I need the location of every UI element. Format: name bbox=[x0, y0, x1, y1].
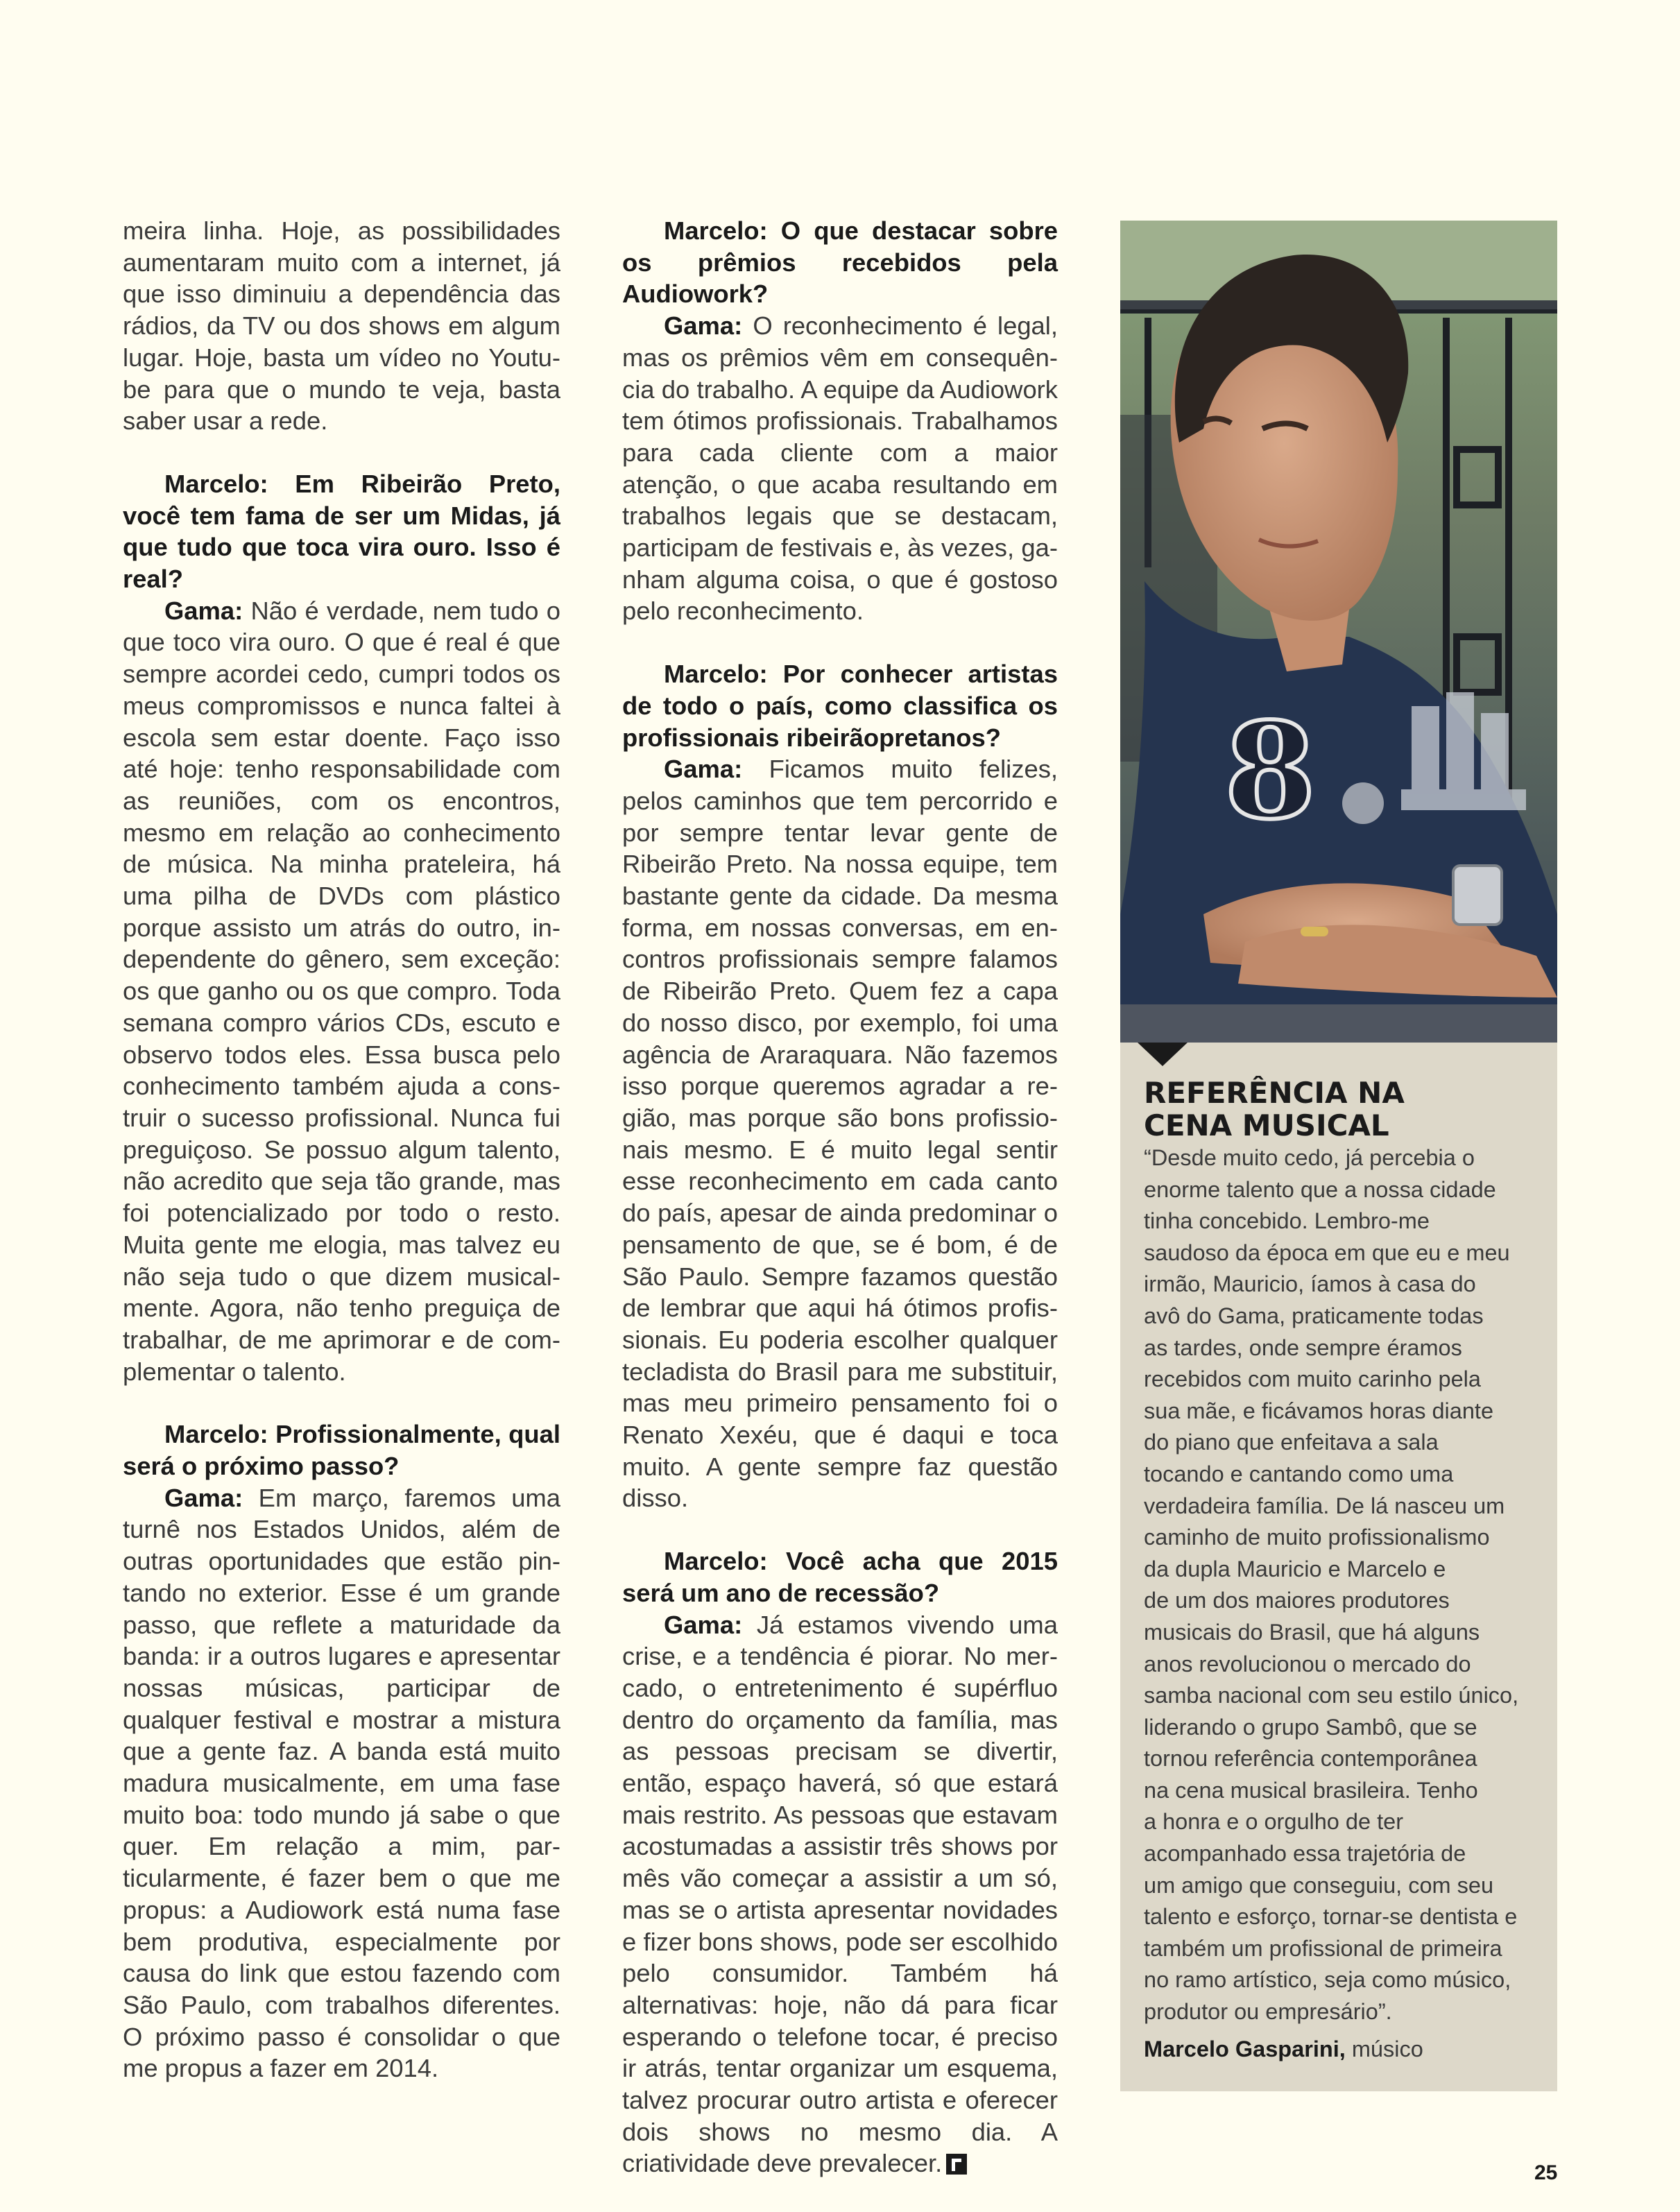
answer-text: Não é verdade, nem tudo o que toco vira ouro. O que é real é que sempre acordei cedo, cumpri todos os meus compromissos e nunca faltei à escola sem estar doente. Faço isso até hoje: tenho responsabilidade com as reuniões, com os encontros, mesmo em relação ao conhecimento de música. Na minha prateleira, há uma pilha de DVDs com plástico porque assisto um atrás do outro, independente do gênero, sem exceção: os que ganho ou os que compro. Toda semana compro vários CDs, escuto e observo todos eles. Essa busca pelo conhecimento também ajuda a construir o sucesso profissional. Nunca fui preguiçoso. Se possuo algum talento, não acredito que seja tão grande, mas foi potencializado por todo o resto. Muita gente me elogia, mas talvez eu não seja tudo o que dizem musicalmente. Agora, não tenho preguiça de trabalhar, de me aprimorar e de complementar o talento. bbox=[123, 596, 560, 1386]
speaker-label: Gama: bbox=[164, 596, 243, 625]
interview-answer bbox=[622, 310, 1058, 627]
signature-role: músico bbox=[1345, 2037, 1423, 2061]
speaker-label: Gama: bbox=[664, 755, 743, 784]
sidebar-arrow-icon bbox=[1138, 1043, 1188, 1066]
interview-answer bbox=[123, 1482, 560, 2084]
article-column-1 bbox=[123, 215, 560, 2116]
speaker-label: Gama: bbox=[664, 311, 743, 341]
interview-question: Marcelo: Em Ribeirão Preto, você tem fama de ser um Midas, já que tudo que toca vira ouro. Isso é real? bbox=[123, 469, 560, 594]
interview-question: Marcelo: Profissionalmente, qual será o próximo passo? bbox=[123, 1420, 560, 1481]
end-of-article-icon bbox=[946, 2154, 967, 2175]
shirt-number: 8 bbox=[1224, 694, 1317, 848]
sidebar-title-line-1: REFERÊNCIA NA bbox=[1144, 1076, 1405, 1110]
page-number: 25 bbox=[1534, 2161, 1558, 2184]
speaker-label: Gama: bbox=[164, 1483, 243, 1512]
interview-answer bbox=[622, 753, 1058, 1514]
paragraph: meira linha. Hoje, as possibilidades aumentaram muito com a internet, já que isso diminuiu a dependência das rádios, da TV ou dos shows em algum lugar. Hoje, basta um vídeo no Youtube para que o mundo te veja, basta saber usar a rede. bbox=[123, 216, 560, 436]
answer-text: Ficamos muito felizes, pelos caminhos que tem percorrido e por sempre tentar levar gente de Ribeirão Preto. Na nossa equipe, tem bastante gente da cidade. Da mesma forma, em nossas conversas, em encontros profissionais sempre falamos de Ribeirão Preto. Quem fez a capa do nosso disco, por exemplo, foi uma agência de Araraquara. Não fazemos isso porque queremos agradar a região, mas porque são bons profissionais mesmo. E é muito legal sentir esse reconhecimento em cada canto do país, apesar de ainda predominar o pensamento de que, se é bom, é de São Paulo. Sempre fazamos questão de lembrar que aqui há ótimos profissionais. Eu poderia escolher qualquer tecladista do Brasil para me substituir, mas meu primeiro pensamento foi o Renato Xexéu, que é daqui e toca muito. A gente sempre faz questão disso. bbox=[622, 755, 1058, 1513]
sidebar-title-line-2: CENA MUSICAL bbox=[1144, 1108, 1389, 1142]
interview-question: Marcelo: O que destacar sobre os prêmios recebidos pela Audiowork? bbox=[622, 216, 1058, 309]
article-column-2 bbox=[622, 215, 1058, 2211]
answer-text: O reconhecimento é legal, mas os prêmios vêm em consequência do trabalho. A equipe da Audiowork tem ótimos profissionais. Trabalhamos para cada cliente com a maior atenção, o que acaba resultando em trabalhos legais que se destacam, participam de festivais e, às vezes, ganham alguma coisa, o que é gostoso pelo reconhecimento. bbox=[622, 311, 1058, 626]
interview-question: Marcelo: Por conhecer artistas de todo o país, como classifica os profissionais ribeirãopretanos? bbox=[622, 660, 1058, 752]
portrait-illustration bbox=[1120, 221, 1557, 1043]
answer-text: Em março, faremos uma turnê nos Estados Unidos, além de outras oportunidades que estão pintando no exterior. Esse é um grande passo, que reflete a maturidade da banda: ir a outros lugares e apresentar nossas músicas, participar de qualquer festival e mostrar a mistura que a gente faz. A banda está muito madura musicalmente, em uma fase muito boa: todo mundo já sabe o que quer. Em relação a mim, particularmente, é fazer bem o que me propus: a Audiowork está numa fase bem produtiva, especialmente por causa do link que estou fazendo com São Paulo, com trabalhos diferentes. O próximo passo é consolidar o que me propus a fazer em 2014. bbox=[123, 1483, 560, 2083]
interview-answer bbox=[622, 1609, 1058, 2180]
portrait-photo bbox=[1120, 221, 1557, 1043]
speaker-label: Gama: bbox=[664, 1610, 743, 1639]
sidebar-title bbox=[1144, 1077, 1532, 1142]
sidebar-quote: “Desde muito cedo, já percebia o enorme talento que a nossa cidade tinha concebido. Lembro-me saudoso da época em que eu e meu irmão, Mauricio, íamos à casa do avô do Gama, praticamente todas as tardes, onde sempre éramos recebidos com muito carinho pela sua mãe, e ficávamos horas diante do piano que enfeitava a sala tocando e cantando como uma verdadeira família. De lá nasceu um caminho de muito profissionalismo da dupla Mauricio e Marcelo e de um dos maiores produtores musicais do Brasil, que há alguns anos revolucionou o mercado do samba nacional com seu estilo único, liderando o grupo Sambô, que se tornou referência contemporânea na cena musical brasileira. Tenho a honra e o orgulho de ter acompanhado essa trajetória de um amigo que conseguiu, com seu talento e esforço, tornar-se dentista e também um profissional de primeira no ramo artístico, seja como músico, produtor ou empresário”. bbox=[1144, 1145, 1519, 2025]
interview-question: Marcelo: Você acha que 2015 será um ano de recessão? bbox=[622, 1547, 1058, 1607]
interview-answer bbox=[123, 595, 560, 1388]
signature-name: Marcelo Gasparini, bbox=[1144, 2037, 1346, 2061]
sidebar-signature bbox=[1144, 2034, 1423, 2065]
answer-text: Já estamos vivendo uma crise, e a tendência é piorar. No mercado, o entretenimento é supérfluo dentro do orçamento da família, mas as pessoas precisam se divertir, então, espaço haverá, só que estará mais restrito. As pessoas que estavam acostumadas a assistir três shows por mês vão começar a assistir a um só, mas se o artista apresentar novidades e fizer bons shows, pode ser escolhido pelo consumidor. Também há alternativas: hoje, não dá para ficar esperando o telefone tocar, é preciso ir atrás, tentar organizar um esquema, talvez procurar outro artista e oferecer dois shows no mesmo dia. A criatividade deve prevalecer. bbox=[622, 1610, 1058, 2178]
